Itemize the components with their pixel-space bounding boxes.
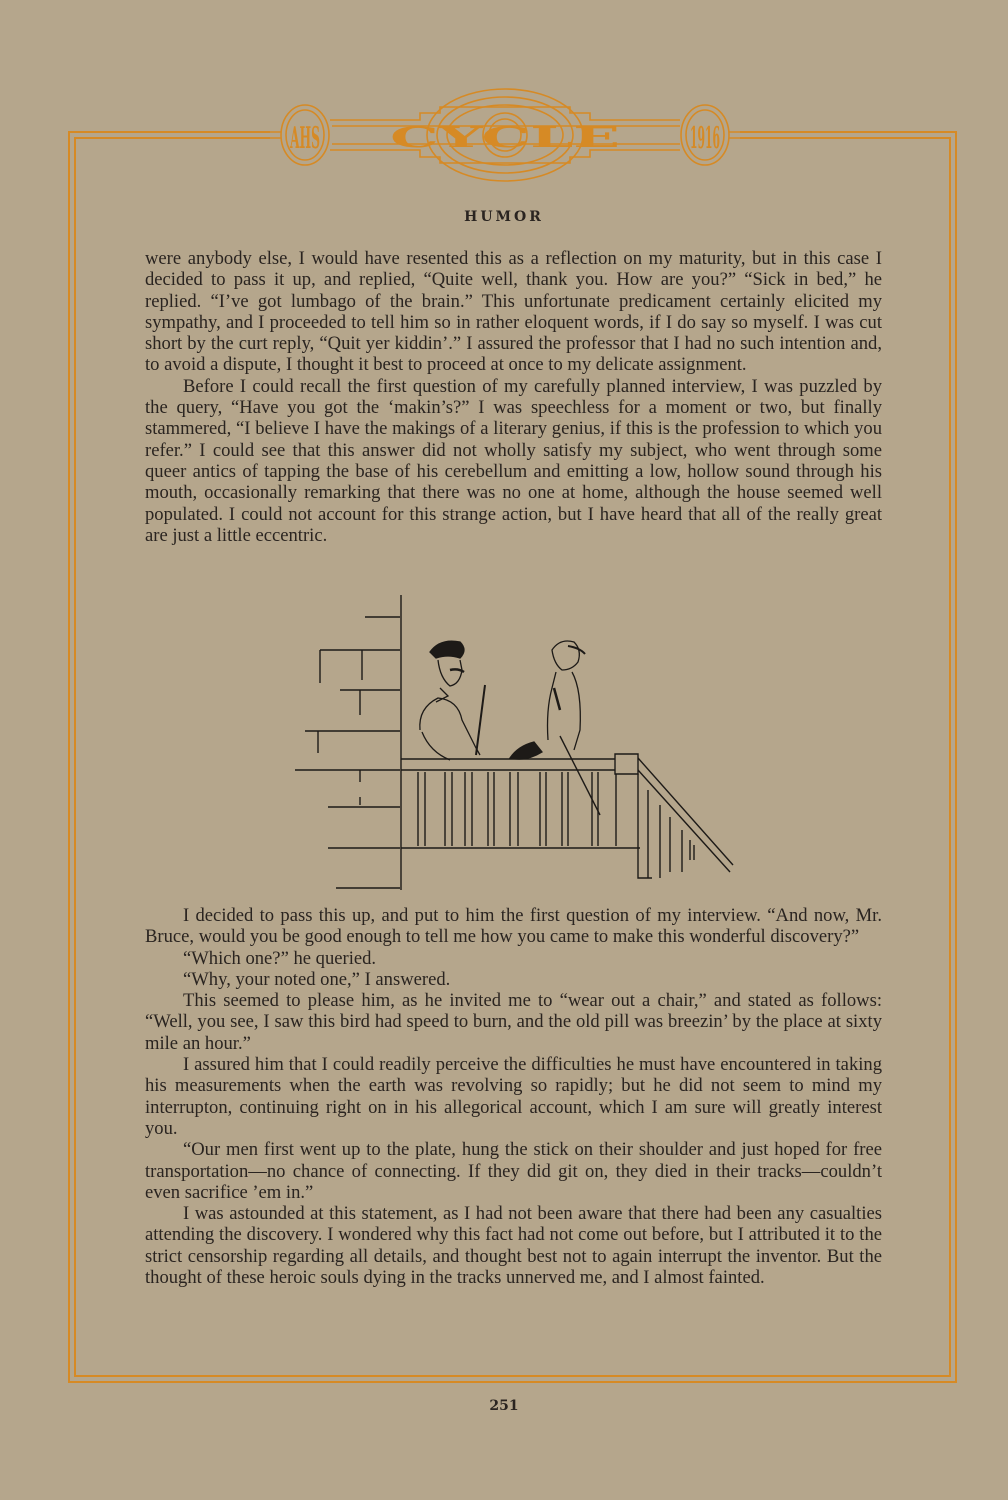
masthead-monogram: AHS: [289, 121, 320, 156]
body-text-top: [145, 248, 882, 546]
paragraph: “Which one?” he queried.: [183, 947, 377, 969]
paragraph: I decided to pass this up, and put to him the first question of my interview. “And now, Mr. Bruce, would you be good enough to tell me how you came to make this wonderful discovery?”: [145, 905, 882, 948]
paragraph: “Our men first went up to the plate, hung the stick on their shoulder and just hoped for free transportation—no chance of connecting. If they did git on, they died in their tracks—couldn’t even sacrifice ’em in.”: [145, 1139, 882, 1203]
paragraph: were anybody else, I would have resented this as a reflection on my maturity, but in this case I decided to pass it up, and replied, “Quite well, thank you. How are you?” “Sick in bed,” he replied. “I’ve got lumbago of the brain.” This unfortunate predicament certainly elicited my sympathy, and I proceeded to tell him so in rather eloquent words, if I do say so myself. I was cut short by the curt reply, “Quit yer kiddin’.” I assured the professor that I had no such intention and, to avoid a dispute, I thought it best to proceed at once to my delicate assignment.: [145, 248, 882, 376]
page-number: 251: [489, 1398, 519, 1414]
masthead-ornament: [270, 80, 740, 190]
paragraph: This seemed to please him, as he invited me to “wear out a chair,” and stated as follows: “Well, you see, I saw this bird had speed to burn, and the old pill was breezin’ by the place at sixty mile an hour.”: [145, 990, 882, 1054]
figure-right: [510, 641, 600, 815]
railing-balusters: [418, 772, 616, 846]
paragraph: I assured him that I could readily perceive the difficulties he must have encountered in taking his measurements when the earth was revolving so rapidly; but he did not seem to mind my interrupton, continuing right on in his allegorical account, which I am sure will greatly interest you.: [145, 1054, 882, 1139]
body-text-bottom: [145, 905, 882, 1288]
illustration-porch-scene: [290, 590, 750, 900]
section-title: HUMOR: [464, 209, 544, 225]
figure-left: [420, 641, 485, 760]
paragraph: Before I could recall the first question of my carefully planned interview, I was puzzled by the query, “Have you got the ‘makin’s?” I was speechless for a moment or two, but finally stammered, “I believe I have the makings of a literary genius, if this is the profession to which you refer.” I could see that this answer did not wholly satisfy my subject, who went through some queer antics of tapping the base of his cerebellum and emitting a low, hollow sound through his mouth, occasionally remarking that there was no one at home, although the house seemed well populated. I could not account for this strange action, but I have heard that all of the really great are just a little eccentric.: [145, 375, 882, 546]
masthead-title: CYCLE: [390, 121, 620, 154]
masthead-year: 1916: [690, 121, 720, 156]
paragraph: “Why, your noted one,” I answered.: [183, 968, 451, 990]
paragraph: I was astounded at this statement, as I had not been aware that there had been any casualties attending the discovery. I wondered why this fact had not come out before, but I attributed it to the strict censorship regarding all details, and thought best not to again interrupt the inventor. But the thought of these heroic souls dying in the tracks unnerved me, and I almost fainted.: [145, 1203, 882, 1289]
